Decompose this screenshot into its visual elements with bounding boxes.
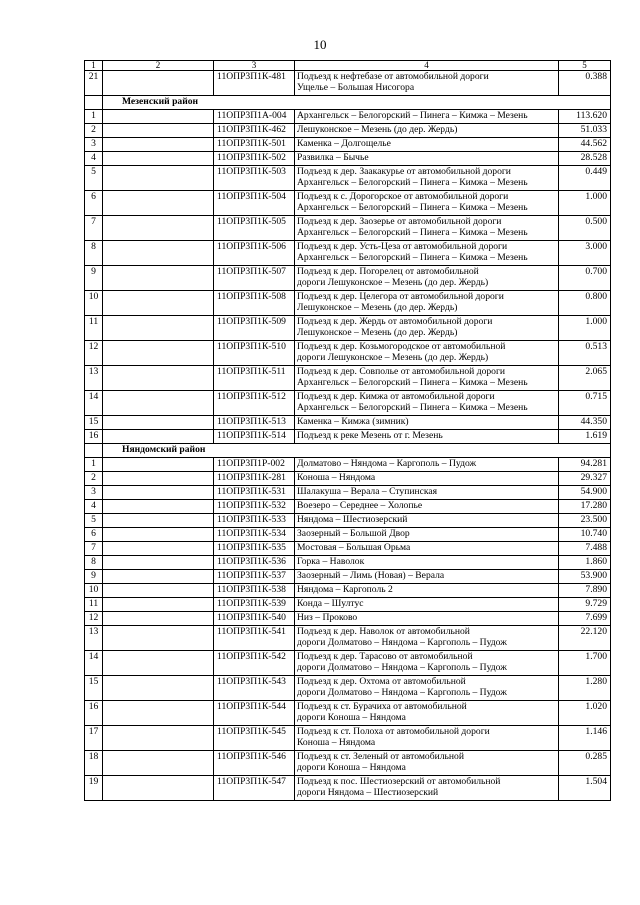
road-length: 0.513 [559,341,611,366]
table-row [85,391,611,416]
road-name-line: дороги Долматово – Няндома – Каргополь – Пудож [297,662,507,673]
road-name [295,726,559,751]
road-name [295,191,559,216]
road-name [295,676,559,701]
road-length: 3.000 [559,241,611,266]
empty-cell [103,776,214,801]
row-number: 16 [85,430,103,444]
road-length: 0.715 [559,391,611,416]
empty-cell [103,570,214,584]
empty-cell [103,430,214,444]
road-length: 7.890 [559,584,611,598]
road-name-line: Подъезд к дер. Совполье от автомобильной дороги [297,366,506,377]
road-name [295,152,559,166]
road-code: 11ОПР3П1К-531 [214,486,295,500]
road-name-line: Подъезд к дер. Кимжа от автомобильной дороги [297,391,495,402]
table-row [85,241,611,266]
empty-cell [103,416,214,430]
road-name-line: Архангельск – Белогорский – Пинега – Кимжа – Мезень [297,227,528,238]
road-length: 0.700 [559,266,611,291]
road-length: 1.000 [559,316,611,341]
row-number: 14 [85,651,103,676]
empty-cell [103,138,214,152]
road-name-line: Подъезд к ст. Бурачиха от автомобильной [297,701,467,712]
empty-cell [103,458,214,472]
road-code: 11ОПР3П1К-513 [214,416,295,430]
road-code: 11ОПР3П1К-508 [214,291,295,316]
table-row [85,776,611,801]
table-row [85,366,611,391]
roads-table [84,60,611,801]
road-code: 11ОПР3П1К-502 [214,152,295,166]
table-row [85,514,611,528]
road-length: 0.800 [559,291,611,316]
road-name-line: Подъезд к пос. Шестиозерский от автомобильной [297,776,501,787]
road-name-line: Мостовая – Большая Орьма [297,542,411,553]
road-name [295,366,559,391]
road-name [295,416,559,430]
row-number: 13 [85,366,103,391]
empty-cell [103,676,214,701]
table-row [85,458,611,472]
empty-cell [103,366,214,391]
row-number: 16 [85,701,103,726]
road-code: 11ОПР3П1К-514 [214,430,295,444]
table-row [85,152,611,166]
row-number: 14 [85,391,103,416]
table-row [85,556,611,570]
empty-cell [103,626,214,651]
road-name-line: Подъезд к дер. Охтома от автомобильной [297,676,466,687]
row-number: 19 [85,776,103,801]
table-row [85,651,611,676]
road-code: 11ОПР3П1К-503 [214,166,295,191]
road-length: 28.528 [559,152,611,166]
road-code: 11ОПР3П1К-545 [214,726,295,751]
road-length: 17.280 [559,500,611,514]
road-name-line: Подъезд к реке Мезень от г. Мезень [297,430,443,441]
table-row [85,430,611,444]
row-number: 7 [85,542,103,556]
table-row [85,216,611,241]
row-number: 1 [85,110,103,124]
row-number: 12 [85,612,103,626]
road-name-line: Низ – Проково [297,612,358,623]
road-length: 2.065 [559,366,611,391]
row-number: 12 [85,341,103,366]
road-code: 11ОПР3П1К-541 [214,626,295,651]
road-length: 7.488 [559,542,611,556]
road-name-line: Архангельск – Белогорский – Пинега – Кимжа – Мезень [297,110,528,121]
road-name-line: дороги Коноша – Няндома [297,762,406,773]
row-number: 15 [85,676,103,701]
row-number: 21 [85,71,103,96]
empty-cell [103,584,214,598]
road-name [295,486,559,500]
empty-cell [103,124,214,138]
road-length: 7.699 [559,612,611,626]
road-code: 11ОПР3П1Р-002 [214,458,295,472]
table-row [85,191,611,216]
row-number: 13 [85,626,103,651]
road-name-line: Коноша – Няндома [297,472,376,483]
road-length: 22.120 [559,626,611,651]
road-name [295,542,559,556]
empty-cell [103,341,214,366]
road-code: 11ОПР3П1К-543 [214,676,295,701]
header-cell: 3 [214,61,295,71]
section-num-cell [85,444,103,458]
empty-cell [103,598,214,612]
road-code: 11ОПР3П1К-509 [214,316,295,341]
road-name-line: Заозерный – Большой Двор [297,528,410,539]
header-cell: 2 [103,61,214,71]
section-title: Няндомский район [103,444,611,458]
table-row [85,110,611,124]
road-name [295,514,559,528]
table-row [85,598,611,612]
road-name-line: Лешуконское – Мезень (до дер. Жердь) [297,327,458,338]
road-name-line: Подъезд к дер. Целегора от автомобильной дороги [297,291,504,302]
table-row [85,751,611,776]
road-name [295,458,559,472]
road-code: 11ОПР3П1К-546 [214,751,295,776]
road-name-line: Подъезд к дер. Козьмогородское от автомобильной [297,341,506,352]
road-code: 11ОПР3П1К-481 [214,71,295,96]
empty-cell [103,241,214,266]
section-row [85,96,611,110]
road-code: 11ОПР3П1К-507 [214,266,295,291]
road-name-line: Няндома – Шестиозерский [297,514,408,525]
header-row [85,61,611,71]
row-number: 11 [85,598,103,612]
road-name [295,528,559,542]
road-name [295,266,559,291]
header-cell: 4 [295,61,559,71]
empty-cell [103,612,214,626]
road-code: 11ОПР3П1К-511 [214,366,295,391]
empty-cell [103,514,214,528]
road-name-line: дороги Няндома – Шестиозерский [297,787,439,798]
road-name-line: Подъезд к ст. Полоха от автомобильной дороги [297,726,490,737]
table-row [85,291,611,316]
header-cell: 5 [559,61,611,71]
table-row [85,416,611,430]
road-name [295,701,559,726]
row-number: 7 [85,216,103,241]
table-row [85,701,611,726]
road-name [295,500,559,514]
road-name [295,391,559,416]
road-name-line: Конда – Шултус [297,598,364,609]
road-code: 11ОПР3П1К-535 [214,542,295,556]
road-code: 11ОПР3П1К-506 [214,241,295,266]
row-number: 5 [85,514,103,528]
road-name [295,291,559,316]
row-number: 4 [85,152,103,166]
road-code: 11ОПР3П1К-510 [214,341,295,366]
row-number: 4 [85,500,103,514]
empty-cell [103,152,214,166]
road-length: 1.504 [559,776,611,801]
road-code: 11ОПР3П1К-537 [214,570,295,584]
table-row [85,570,611,584]
row-number: 3 [85,138,103,152]
road-name-line: Архангельск – Белогорский – Пинега – Кимжа – Мезень [297,252,528,263]
road-name-line: Ущелье – Большая Нисогора [297,82,415,93]
row-number: 6 [85,191,103,216]
road-length: 113.620 [559,110,611,124]
road-name-line: Архангельск – Белогорский – Пинега – Кимжа – Мезень [297,377,528,388]
table-row [85,472,611,486]
road-name [295,776,559,801]
row-number: 9 [85,266,103,291]
road-length: 1.619 [559,430,611,444]
road-code: 11ОПР3П1К-538 [214,584,295,598]
road-name-line: Подъезд к дер. Тарасово от автомобильной [297,651,473,662]
road-length: 23.500 [559,514,611,528]
table-row [85,584,611,598]
road-code: 11ОПР3П1К-505 [214,216,295,241]
road-length: 1.000 [559,191,611,216]
road-name-line: Воезеро – Середнее – Холопье [297,500,423,511]
empty-cell [103,110,214,124]
road-name [295,110,559,124]
table-row [85,676,611,701]
road-length: 0.500 [559,216,611,241]
empty-cell [103,472,214,486]
road-length: 94.281 [559,458,611,472]
road-name-line: Подъезд к дер. Погорелец от автомобильной [297,266,479,277]
road-code: 11ОПР3П1К-533 [214,514,295,528]
road-name-line: Архангельск – Белогорский – Пинега – Кимжа – Мезень [297,177,528,188]
road-name-line: Подъезд к дер. Усть-Цеза от автомобильной дороги [297,241,508,252]
road-name-line: Архангельск – Белогорский – Пинега – Кимжа – Мезень [297,202,528,213]
table-row [85,316,611,341]
row-number: 10 [85,291,103,316]
road-code: 11ОПР3П1К-542 [214,651,295,676]
road-name-line: Лешуконское – Мезень (до дер. Жердь) [297,124,458,135]
road-name-line: Подъезд к дер. Заакакурье от автомобильной дороги [297,166,511,177]
table-row [85,500,611,514]
empty-cell [103,166,214,191]
row-number: 6 [85,528,103,542]
section-row [85,444,611,458]
road-code: 11ОПР3П1А-004 [214,110,295,124]
road-name-line: Подъезд к нефтебазе от автомобильной дороги [297,71,489,82]
row-number: 5 [85,166,103,191]
road-name [295,341,559,366]
road-code: 11ОПР3П1К-534 [214,528,295,542]
road-name [295,124,559,138]
empty-cell [103,486,214,500]
row-number: 2 [85,472,103,486]
road-length: 1.020 [559,701,611,726]
road-name-line: дороги Лешуконское – Мезень (до дер. Жердь) [297,277,489,288]
road-code: 11ОПР3П1К-539 [214,598,295,612]
road-name-line: дороги Долматово – Няндома – Каргополь – Пудож [297,637,507,648]
section-title: Мезенский район [103,96,611,110]
road-length: 29.327 [559,472,611,486]
road-length: 1.700 [559,651,611,676]
empty-cell [103,542,214,556]
road-name-line: Подъезд к ст. Зеленый от автомобильной [297,751,464,762]
row-number: 11 [85,316,103,341]
road-code: 11ОПР3П1К-544 [214,701,295,726]
road-name-line: Подъезд к дер. Заозерье от автомобильной дороги [297,216,502,227]
table-row [85,486,611,500]
road-name [295,216,559,241]
road-length: 54.900 [559,486,611,500]
road-name-line: Долматово – Няндома – Каргополь – Пудож [297,458,477,469]
road-name-line: Коноша – Няндома [297,737,376,748]
road-name-line: Каменка – Кимжа (зимник) [297,416,409,427]
road-code: 11ОПР3П1К-512 [214,391,295,416]
road-name [295,241,559,266]
table-row [85,71,611,96]
row-number: 15 [85,416,103,430]
road-name-line: дороги Коноша – Няндома [297,712,406,723]
road-name [295,584,559,598]
table-row [85,612,611,626]
road-code: 11ОПР3П1К-281 [214,472,295,486]
empty-cell [103,500,214,514]
empty-cell [103,651,214,676]
road-name-line: дороги Лешуконское – Мезень (до дер. Жердь) [297,352,489,363]
table-row [85,341,611,366]
header-cell: 1 [85,61,103,71]
road-name-line: Подъезд к дер. Жердь от автомобильной дороги [297,316,493,327]
empty-cell [103,751,214,776]
empty-cell [103,726,214,751]
road-name [295,430,559,444]
empty-cell [103,71,214,96]
road-length: 0.388 [559,71,611,96]
road-code: 11ОПР3П1К-504 [214,191,295,216]
road-length: 1.280 [559,676,611,701]
road-name [295,316,559,341]
road-name [295,651,559,676]
table-row [85,266,611,291]
road-code: 11ОПР3П1К-536 [214,556,295,570]
road-code: 11ОПР3П1К-532 [214,500,295,514]
row-number: 8 [85,556,103,570]
road-name-line: Горка – Наволок [297,556,365,567]
road-name-line: Подъезд к дер. Наволок от автомобильной [297,626,470,637]
road-name-line: дороги Долматово – Няндома – Каргополь – Пудож [297,687,507,698]
road-name [295,166,559,191]
road-code: 11ОПР3П1К-501 [214,138,295,152]
table-row [85,124,611,138]
row-number: 2 [85,124,103,138]
empty-cell [103,316,214,341]
road-name [295,570,559,584]
road-length: 10.740 [559,528,611,542]
road-length: 0.449 [559,166,611,191]
table-row [85,542,611,556]
road-name [295,626,559,651]
road-length: 53.900 [559,570,611,584]
row-number: 1 [85,458,103,472]
road-name-line: Лешуконское – Мезень (до дер. Жердь) [297,302,458,313]
road-name [295,751,559,776]
page-number: 10 [313,37,327,52]
road-name-line: Няндома – Каргополь 2 [297,584,393,595]
road-name [295,612,559,626]
road-code: 11ОПР3П1К-462 [214,124,295,138]
row-number: 8 [85,241,103,266]
row-number: 3 [85,486,103,500]
road-name [295,138,559,152]
empty-cell [103,701,214,726]
row-number: 17 [85,726,103,751]
empty-cell [103,216,214,241]
road-name-line: Шалакуша – Верала – Ступинская [297,486,438,497]
road-name [295,71,559,96]
road-length: 9.729 [559,598,611,612]
road-code: 11ОПР3П1К-547 [214,776,295,801]
road-name [295,598,559,612]
row-number: 9 [85,570,103,584]
road-name-line: Архангельск – Белогорский – Пинега – Кимжа – Мезень [297,402,528,413]
row-number: 18 [85,751,103,776]
road-name-line: Развилка – Бычье [297,152,369,163]
section-num-cell [85,96,103,110]
empty-cell [103,391,214,416]
row-number: 10 [85,584,103,598]
table-row [85,726,611,751]
road-name-line: Подъезд к с. Дорогорское от автомобильной дороги [297,191,509,202]
table-row [85,166,611,191]
road-length: 1.146 [559,726,611,751]
table-row [85,138,611,152]
road-length: 44.350 [559,416,611,430]
road-length: 44.562 [559,138,611,152]
empty-cell [103,528,214,542]
empty-cell [103,556,214,570]
empty-cell [103,266,214,291]
road-name [295,556,559,570]
empty-cell [103,291,214,316]
road-length: 1.860 [559,556,611,570]
road-length: 51.033 [559,124,611,138]
empty-cell [103,191,214,216]
road-length: 0.285 [559,751,611,776]
road-code: 11ОПР3П1К-540 [214,612,295,626]
table-row [85,528,611,542]
road-name [295,472,559,486]
table-row [85,626,611,651]
road-name-line: Каменка – Долгощелье [297,138,391,149]
road-name-line: Заозерный – Лимь (Новая) – Верала [297,570,445,581]
